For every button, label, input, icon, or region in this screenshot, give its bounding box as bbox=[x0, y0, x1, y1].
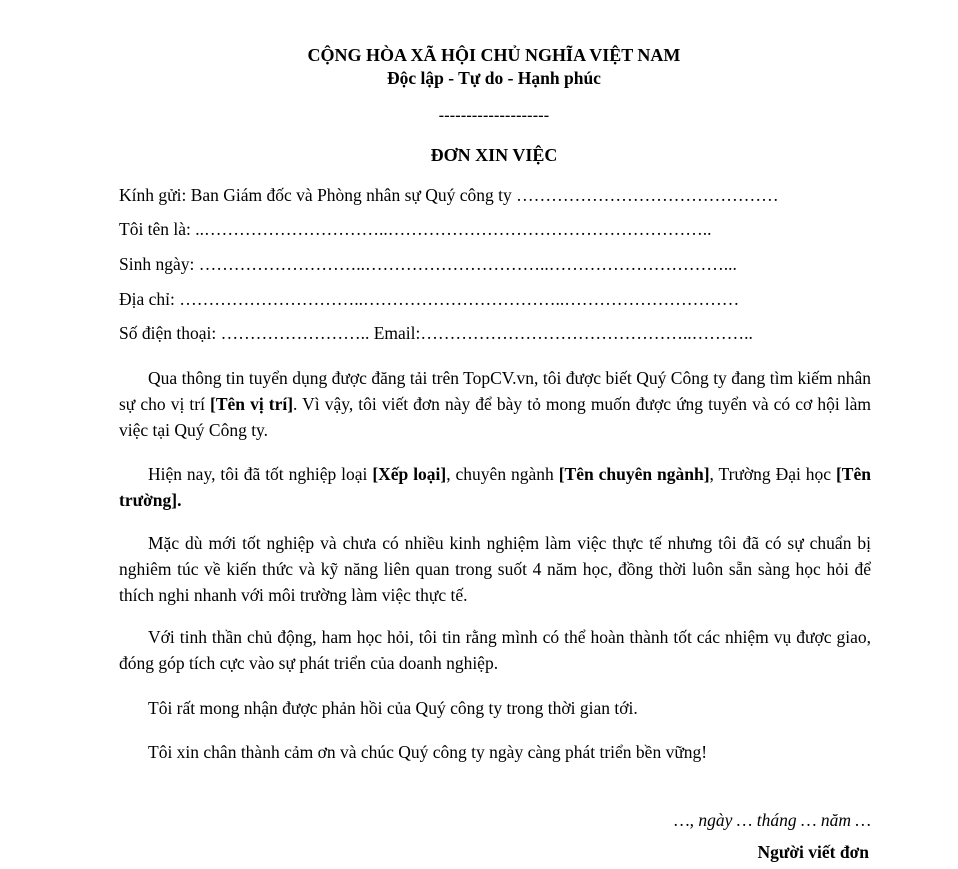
paragraph-thanks: Tôi xin chân thành cảm ơn và chúc Quý công ty ngày càng phát triển bền vững! bbox=[148, 742, 708, 762]
paragraph-education bbox=[119, 461, 871, 513]
grade-placeholder: [Xếp loại] bbox=[372, 464, 447, 484]
header-divider: -------------------- bbox=[438, 107, 550, 124]
paragraph-education-text-3: , Trường Đại học bbox=[709, 464, 836, 484]
paragraph-intro-text-end: . Vì vậy, tôi viết đơn này để bày tỏ mong muốn được ứng tuyển và có cơ hội làm việc tại Quý Công ty. bbox=[119, 394, 871, 440]
national-motto: Độc lập - Tự do - Hạnh phúc bbox=[387, 68, 601, 88]
position-placeholder: [Tên vị trí] bbox=[210, 394, 294, 414]
address-field: Địa chỉ: …………………………..……………………………..………………………… bbox=[119, 289, 740, 309]
signer-label: Người viết đơn bbox=[757, 842, 869, 862]
date-line: …, ngày … tháng … năm … bbox=[674, 810, 871, 830]
national-title: CỘNG HÒA XÃ HỘI CHỦ NGHĨA VIỆT NAM bbox=[307, 45, 681, 65]
paragraph-feedback: Tôi rất mong nhận được phản hồi của Quý công ty trong thời gian tới. bbox=[148, 698, 638, 718]
birth-date-field: Sinh ngày: ………………………..…………………………..…………………………... bbox=[119, 254, 737, 274]
phone-email-field: Số điện thoại: …………………….. Email:………………………………………..……….. bbox=[119, 323, 753, 343]
name-field: Tôi tên là: ..…………………………..……………………………………………….. bbox=[119, 219, 712, 239]
school-placeholder: [Tên trường]. bbox=[119, 464, 871, 510]
paragraph-education-text-2: , chuyên ngành bbox=[446, 464, 559, 484]
paragraph-education-text: Hiện nay, tôi đã tốt nghiệp loại bbox=[148, 464, 373, 484]
paragraph-experience: Mặc dù mới tốt nghiệp và chưa có nhiều kinh nghiệm làm việc thực tế nhưng tôi đã có sự chuẩn bị nghiêm túc về kiến thức và kỹ năng liên quan trong suốt 4 năm học, đồng thời luôn sẵn sàng học hỏi để thích nghi nhanh với môi trường làm việc thực tế. bbox=[119, 533, 871, 605]
paragraph-attitude: Với tinh thần chủ động, ham học hỏi, tôi tin rằng mình có thể hoàn thành tốt các nhiệm vụ được giao, đóng góp tích cực vào sự phát triển của doanh nghiệp. bbox=[119, 627, 871, 673]
major-placeholder: [Tên chuyên ngành] bbox=[558, 464, 710, 484]
paragraph-intro-text: Qua thông tin tuyển dụng được đăng tải trên TopCV.vn, tôi được biết Quý Công ty đang tìm kiếm nhân sự cho vị trí bbox=[119, 368, 871, 414]
recipient-field: Kính gửi: Ban Giám đốc và Phòng nhân sự Quý công ty ……………………………………… bbox=[119, 185, 779, 205]
paragraph-intro bbox=[119, 365, 871, 443]
document-title: ĐƠN XIN VIỆC bbox=[430, 145, 558, 165]
